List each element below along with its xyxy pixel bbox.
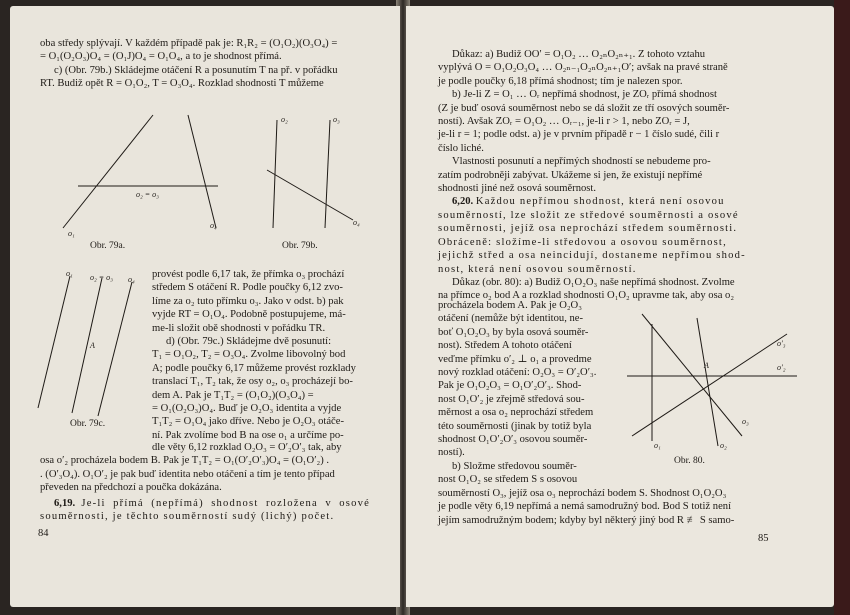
text-line: středem S otáčení R. Podle poučky 6,12 zvo- xyxy=(152,282,343,294)
text-line: boť O₁O₂O₃ by byla osová souměr- xyxy=(438,326,589,338)
text-line: d) (Obr. 79c.) Skládejme dvě posunutí: xyxy=(166,336,332,348)
text-line: Pak je O₁O₂O₃ = O₁O′₂O′₃. Shod- xyxy=(438,380,582,392)
text-line: na přímce o₂ bod A a rozklad shodnosti O₁O₂ upravme tak, aby osa o₂ xyxy=(438,290,735,302)
text-line: dem A. Pak je T₁T₂ = (O₁O₂)(O₃O₄) = xyxy=(152,389,314,401)
text-line: RT. Budiž opět R = O₁O₂, T = O₃O₄. Rozklad shodnosti T můžeme xyxy=(40,78,324,90)
label-o3: o₃ xyxy=(333,115,340,124)
label-o4: o₄ xyxy=(353,218,360,227)
text-line: nový rozklad otáčení: O₂O₃ = O′₂O′₃. xyxy=(438,367,597,379)
right-page xyxy=(406,6,834,607)
text-line: číslo liché. xyxy=(438,142,484,154)
page-number-right: 85 xyxy=(758,533,769,544)
label-o2: o₂ xyxy=(281,115,288,124)
text-line: shodnosti jiné než osová souměrnost. xyxy=(438,183,597,195)
text-line: vyjde RT = O₁O₄. Podobně postupujeme, má- xyxy=(152,309,346,321)
text-line: vyplývá O = O₁O₂O₃O₄ … O₂ₙ₋₁O₂ₙO₂ₙ₊₁O′; avšak na pravé straně xyxy=(438,62,728,74)
text-line: je podle poučky 6,18 přímá shodnost; tím je nalezen spor. xyxy=(438,75,683,87)
text-line: oba středy splývají. V každém případě pak je: R₁R₂ = (O₁O₂)(O₃O₄) = xyxy=(40,38,338,49)
text-line: Vlastnosti posunutí a nepřímých shodností se nebudeme pro- xyxy=(452,156,711,168)
text-line: této souměrnosti (jinak by totiž byla xyxy=(438,420,592,432)
text-line: je-li r = 1; podle odst. a) je v prvním případě r − 1 číslo sudé, čili r xyxy=(438,129,720,141)
text-line: c) (Obr. 79b.) Skládejme otáčení R a posunutím T na př. v pořádku xyxy=(54,64,338,76)
text-line: Důkaz (obr. 80): a) Budiž O₁O₂O₃ naše nepřímá shodnost. Zvolme xyxy=(452,276,735,288)
figure-80 xyxy=(622,306,797,456)
left-bottom-text xyxy=(40,441,370,523)
book-edge xyxy=(834,0,850,615)
right-bottom-text xyxy=(438,487,796,527)
text-line: otáčení (nemůže být identitou, ne- xyxy=(438,313,584,325)
figure-79b xyxy=(265,110,375,240)
figure-79c xyxy=(32,268,142,418)
theorem-text: souměrností, lze složit ze středové souměrnosti a osové xyxy=(438,209,739,221)
line-o3p xyxy=(632,334,787,436)
right-column-text xyxy=(438,299,616,487)
page-number-left: 84 xyxy=(38,528,49,539)
theorem-text: nost, která není osovou souměrností. xyxy=(438,263,637,275)
text-line: translací T₁, T₂ tak, že osy o₂, o₃ procházejí bo- xyxy=(152,376,353,388)
text-line: = O₁(O₂O₃)O₄. Buď je O₂O₃ identita a vyjde xyxy=(152,403,342,415)
label-o2eqo3: o₂ = o₃ xyxy=(136,190,159,199)
label-o4: o₄ xyxy=(210,221,217,230)
text-line: osa o′₂ procházela bodem B. Pak je T₁T₂ = O₁(O′₂O′₃)O₄ = (O₁O′₂) . xyxy=(40,455,330,467)
caption-79a: Obr. 79a. xyxy=(90,241,126,251)
label-o1: o₁ xyxy=(66,269,73,278)
text-line: T₁ = O₁O₂, T₂ = O₃O₄. Zvolme libovolný bod xyxy=(152,349,346,361)
text-line: zatím podrobněji zabývat. Ukážeme si jen, že existují nepřímé xyxy=(438,169,703,181)
label-o2p: o′₂ xyxy=(777,363,786,372)
line-o3 xyxy=(642,314,742,436)
label-o3p: o′₃ xyxy=(777,339,786,348)
label-o2: o₂ xyxy=(720,441,727,450)
caption-79c: Obr. 79c. xyxy=(70,419,106,429)
theorem-6-20-first xyxy=(438,195,796,208)
text-line: měrnost a osa o₂ neprochází středem xyxy=(438,407,594,419)
text-line: ností). Avšak ZOᵣ = O₁O₂ … Oᵣ₋₁, je-li r > 1, nebo ZOᵣ = J, xyxy=(438,116,690,128)
left-page xyxy=(10,6,400,607)
line-o1 xyxy=(38,276,70,408)
text-line: T₁T₂ = O₁O₄ jako dříve. Nebo je O₂O₃ otáče- xyxy=(152,416,344,428)
text-line: ností). xyxy=(438,447,465,459)
text-line: b) Složme středovou souměr- xyxy=(452,460,577,472)
line-o3 xyxy=(325,120,330,228)
label-o2eqo3: o₂ = o₃ xyxy=(90,273,113,282)
label-o1: o₁ xyxy=(68,229,75,238)
text-line: souměrností O₃, jejíž osa o₃ neprochází bodem S. Shodnost O₁O₂O₃ xyxy=(438,488,727,499)
theorem-text: Je-li přímá (nepřímá) shodnost rozložena v osové souměrnosti, je těchto souměrností sudý (lichý) počet. xyxy=(40,497,370,523)
text-line: dle věty 6,12 rozklad O₂O₃ = O′₂O′₃ tak, aby xyxy=(152,442,342,453)
text-line: b) Je-li Z = O₁ … Oᵣ nepřímá shodnost, je ZOᵣ přímá shodnost xyxy=(452,89,717,101)
text-line: je podle věty 6,19 nepřímá a nemá samodružný bod. Bod S totiž není xyxy=(438,501,732,513)
label-o3: o₃ xyxy=(742,417,749,426)
line-o1 xyxy=(63,115,153,228)
text-line: . (O′₃O₄). O₁O′₂ je pak buď identita nebo otáčení a tím je tento případ xyxy=(40,468,335,480)
figure-79a xyxy=(58,110,228,240)
left-top-text xyxy=(40,37,370,91)
text-line: nost O₁O′₂ je zřejmě středová sou- xyxy=(438,393,585,405)
left-side-text xyxy=(152,268,370,442)
theorem-text: jejichž střed a osa neincidují, dostaneme nepřímou shod- xyxy=(438,250,746,262)
line-o4 xyxy=(98,282,132,416)
text-line: veďme přímku o′₂ ⊥ o₁ a provedme xyxy=(438,353,592,365)
label-o4: o₄ xyxy=(128,275,135,284)
text-line: ní. Pak zvolíme bod B na ose o₁ a určíme po- xyxy=(152,429,344,441)
theorem-6-19 xyxy=(40,497,370,524)
text-line: procházela bodem A. Pak je O₂O₃ xyxy=(438,300,582,311)
text-line: převeden na předchozí a poučka dokázána. xyxy=(40,482,222,494)
text-line: me-li složit obě shodnosti v pořádku TR. xyxy=(152,322,326,334)
text-line: = O₁(O₂O₃)O₄ = (O₁J)O₄ = O₁O₄, a to je shodnost přímá. xyxy=(40,51,282,63)
caption-79b: Obr. 79b. xyxy=(282,241,318,251)
text-line: (Z je buď osová souměrnost nebo se dá složit ze tří osových souměr- xyxy=(438,102,730,114)
line-o4 xyxy=(267,170,353,220)
theorem-number: 6,20. xyxy=(452,196,474,208)
text-line: jejím samodružným bodem; kdyby byl některý jiný bod R ≢ S samo- xyxy=(438,514,735,526)
theorem-text: souměrnosti, jejíž osa neprochází středem souměrnosti. xyxy=(438,223,738,235)
line-o2o3 xyxy=(72,278,102,413)
text-line: líme za o₂ tuto přímku o₃. Jako v odst. b) pak xyxy=(152,295,344,307)
text-line: A; podle poučky 6,17 můžeme provést rozklady xyxy=(152,362,356,374)
right-top-text xyxy=(438,48,796,303)
label-A: A xyxy=(90,341,95,350)
theorem-text: Obráceně: složíme-li středovou a osovou souměrnost, xyxy=(438,236,727,248)
text-line: provést podle 6,17 tak, že přímka o₃ prochází xyxy=(152,269,345,280)
text-line: nost O₁O₂ se středem S s osovou xyxy=(438,474,578,486)
label-o1: o₁ xyxy=(654,441,661,450)
text-line: Důkaz: a) Budiž OO′ = O₁O₂ … O₂ₙO₂ₙ₊₁. Z tohoto vztahu xyxy=(452,49,706,60)
text-line: nost). Středem A tohoto otáčení xyxy=(438,340,572,352)
label-A: A xyxy=(704,361,709,370)
line-o4 xyxy=(188,115,216,228)
caption-80: Obr. 80. xyxy=(674,456,705,466)
theorem-text: Každou nepřímou shodnost, která není osovou xyxy=(475,196,725,208)
theorem-number: 6,19. xyxy=(54,497,76,509)
text-line: shodnost O₁O′₂O′₃ osovou souměr- xyxy=(438,434,588,446)
